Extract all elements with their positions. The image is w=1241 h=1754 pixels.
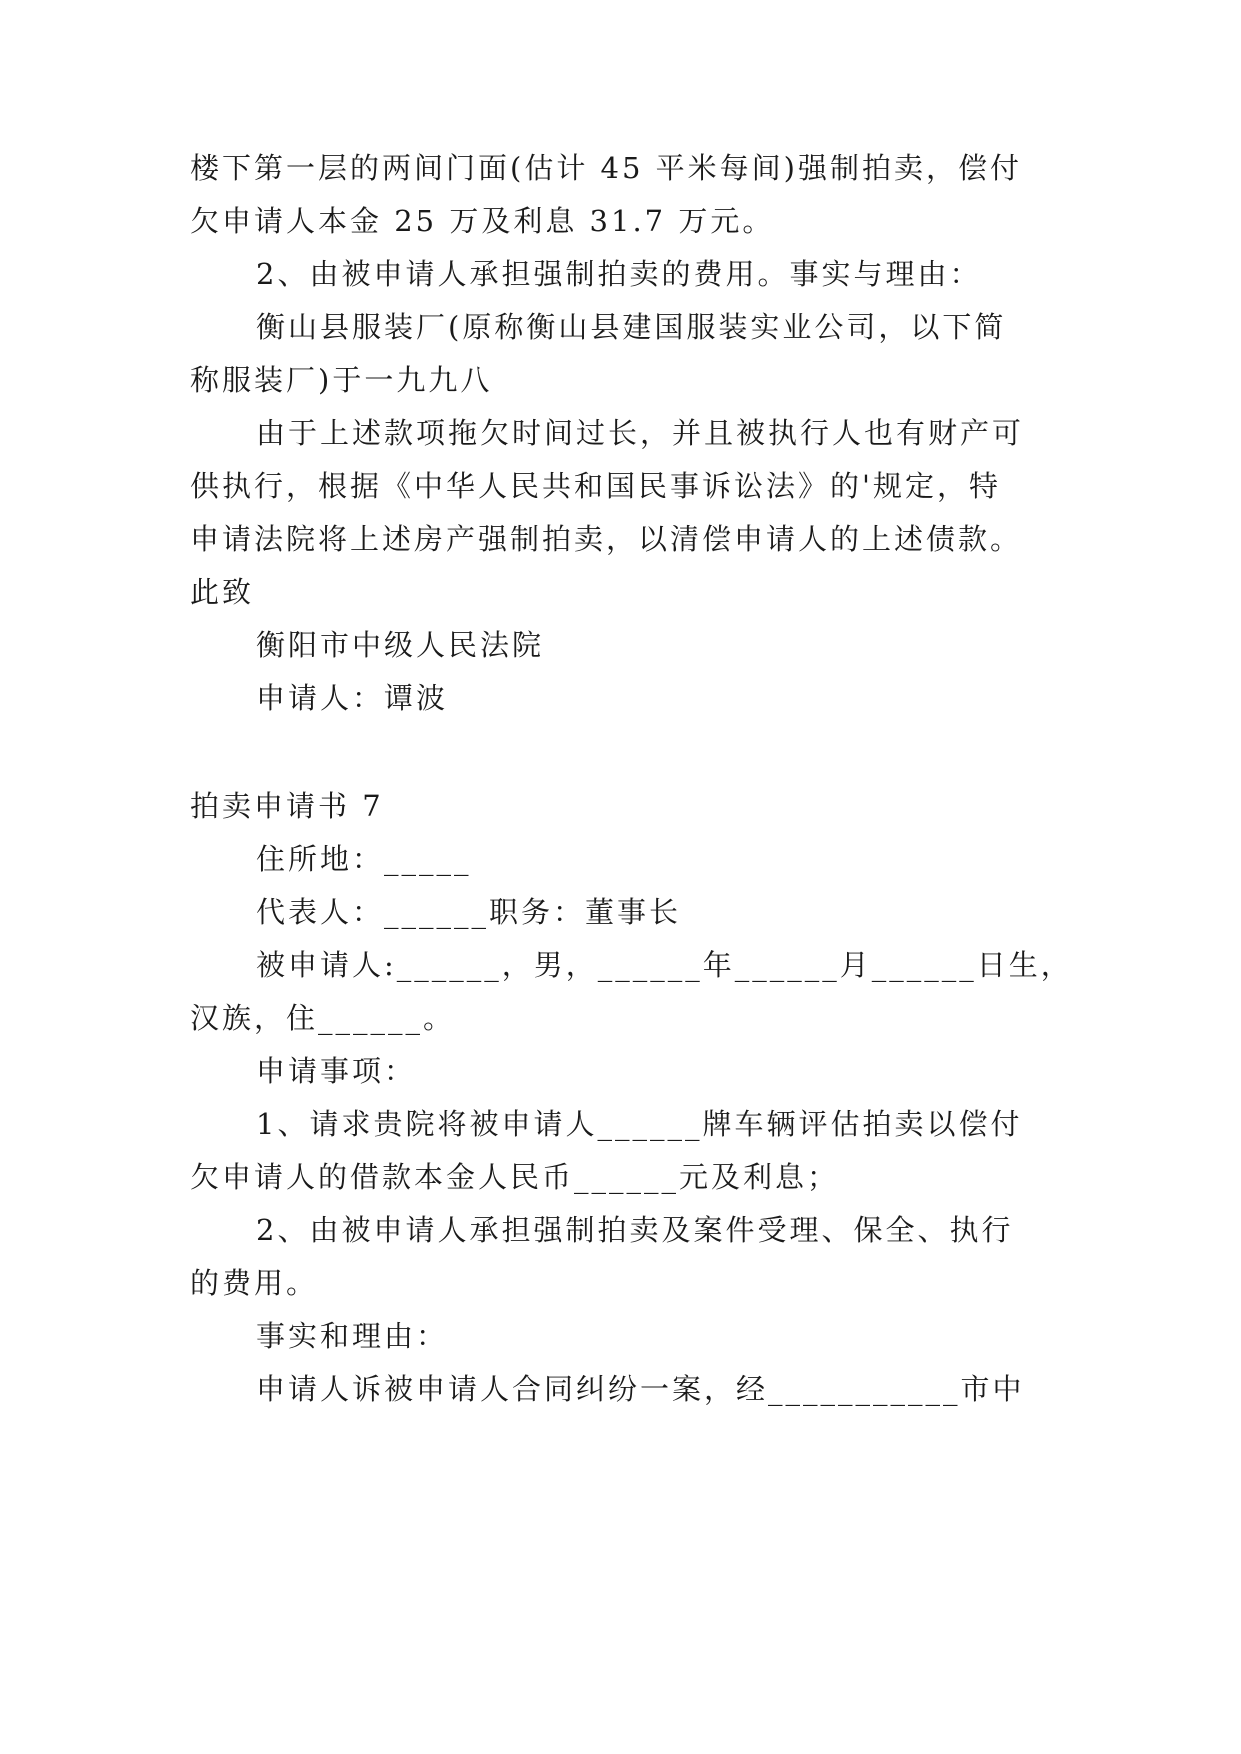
text-line-19: 欠申请人的借款本金人民币______元及利息； xyxy=(190,1160,840,1194)
text-line-18: 1、请求贵院将被申请人______牌车辆评估拍卖以偿付 xyxy=(256,1107,1023,1141)
text-line-6: 由于上述款项拖欠时间过长，并且被执行人也有财产可 xyxy=(256,416,1025,450)
section-title: 拍卖申请书 7 xyxy=(190,789,384,823)
text-line-8: 申请法院将上述房产强制拍卖，以清偿申请人的上述债款。 xyxy=(190,522,1023,556)
text-line-10: 衡阳市中级人民法院 xyxy=(256,628,545,662)
text-line-4: 衡山县服装厂(原称衡山县建国服装实业公司，以下简 xyxy=(256,310,1007,344)
text-line-3: 2、由被申请人承担强制拍卖的费用。事实与理由： xyxy=(256,257,982,291)
text-line-23: 申请人诉被申请人合同纠纷一案，经___________市中 xyxy=(256,1372,1025,1406)
text-line-14: 代表人：______职务：董事长 xyxy=(256,895,682,929)
text-line-16: 汉族，住______。 xyxy=(190,1001,456,1035)
text-line-1: 楼下第一层的两间门面(估计 45 平米每间)强制拍卖，偿付 xyxy=(190,151,1022,185)
text-line-21: 的费用。 xyxy=(190,1266,319,1300)
text-line-2: 欠申请人本金 25 万及利息 31.7 万元。 xyxy=(190,204,775,238)
text-line-11: 申请人：谭波 xyxy=(256,681,449,715)
text-line-7: 供执行，根据《中华人民共和国民事诉讼法》的'规定，特 xyxy=(190,469,1001,503)
text-line-20: 2、由被申请人承担强制拍卖及案件受理、保全、执行 xyxy=(256,1213,1014,1247)
text-line-9: 此致 xyxy=(190,575,255,609)
text-line-22: 事实和理由： xyxy=(256,1319,449,1353)
text-line-13: 住所地：_____ xyxy=(256,842,472,876)
text-line-5: 称服装厂)于一九九八 xyxy=(190,363,493,397)
text-line-17: 申请事项： xyxy=(256,1054,417,1088)
text-line-15: 被申请人:______，男，______年______月______日生， xyxy=(256,948,1073,982)
